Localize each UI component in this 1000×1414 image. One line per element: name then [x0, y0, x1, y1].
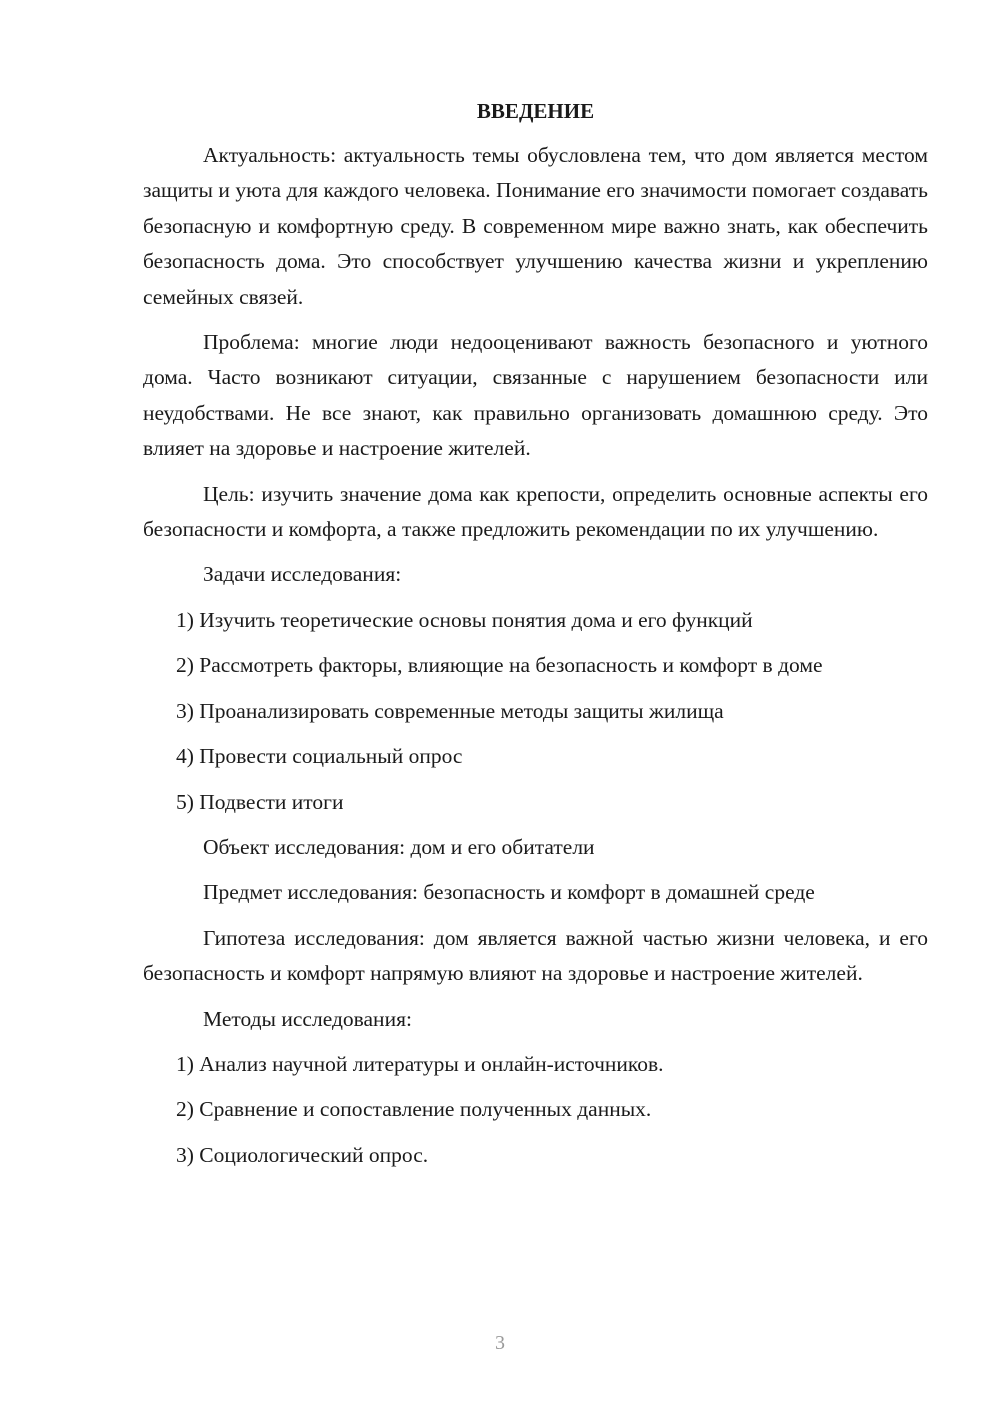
method-item: 3) Социологический опрос. — [176, 1142, 429, 1167]
methods-list — [143, 1047, 928, 1173]
methods-heading: Методы исследования: — [203, 1006, 412, 1031]
research-subject: Предмет исследования: безопасность и комфорт в домашней среде — [203, 880, 815, 905]
task-item: 4) Провести социальный опрос — [176, 744, 463, 769]
section-title: ВВЕДЕНИЕ — [476, 99, 595, 123]
tasks-heading: Задачи исследования: — [203, 562, 402, 587]
problem-paragraph: Проблема: многие люди недооценивают важность безопасного и уютного дома. Часто возникают ситуации, связанные с нарушением безопасности или неудобствами. Не все знают, как правильно организовать домашнюю среду. Это влияет на здоровье и настроение жителей. — [143, 330, 928, 461]
hypothesis-paragraph: Гипотеза исследования: дом является важной частью жизни человека, и его безопасность и комфорт напрямую влияют на здоровье и настроение жителей. — [143, 925, 928, 986]
tasks-list — [143, 603, 928, 820]
research-object: Объект исследования: дом и его обитатели — [203, 834, 595, 859]
page-number: 3 — [495, 1332, 505, 1354]
task-item: 2) Рассмотреть факторы, влияющие на безопасность и комфорт в доме — [176, 653, 823, 678]
relevance-paragraph: Актуальность: актуальность темы обусловлена тем, что дом является местом защиты и уюта для каждого человека. Понимание его значимости помогает создавать безопасную и комфортную среду. В современном мире важно знать, как обеспечить безопасность дома. Это способствует улучшению качества жизни и укреплению семейных связей. — [143, 143, 928, 309]
goal-paragraph: Цель: изучить значение дома как крепости, определить основные аспекты его безопасности и комфорта, а также предложить рекомендации по их улучшению. — [143, 481, 928, 542]
task-item: 1) Изучить теоретические основы понятия дома и его функций — [176, 607, 753, 632]
method-item: 1) Анализ научной литературы и онлайн-источников. — [176, 1051, 664, 1076]
task-item: 3) Проанализировать современные методы защиты жилища — [176, 698, 724, 723]
document-page — [143, 96, 928, 1183]
method-item: 2) Сравнение и сопоставление полученных данных. — [176, 1097, 652, 1122]
task-item: 5) Подвести итоги — [176, 789, 344, 814]
